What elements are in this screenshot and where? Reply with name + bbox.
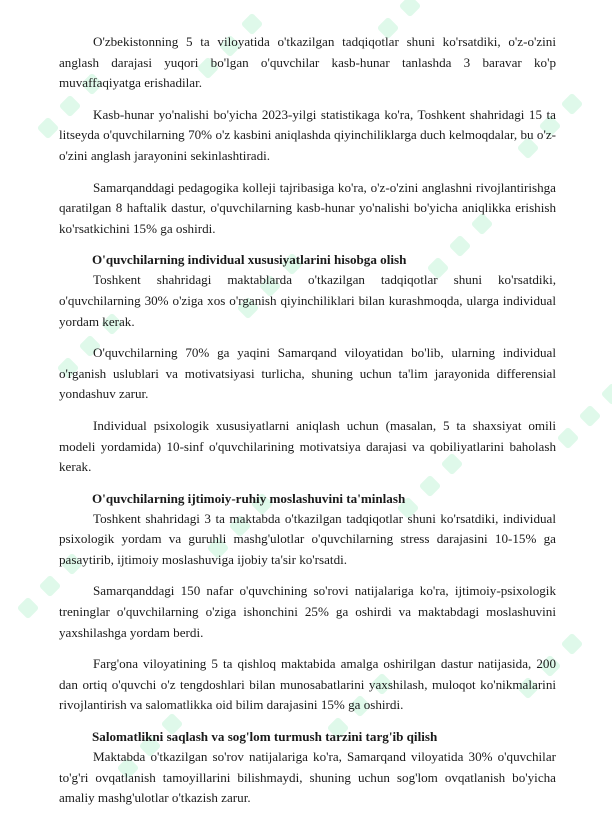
paragraph: Maktabda o'tkazilgan so'rov natijalariga ko'ra, Samarqand viloyatida 30% o'quvchilar to'g'ri ovqatlanish tamoyillarini bilishmaydi, shuning uchun sog'lom ovqatlanish bo'yicha amaliy mashg'ulotlar o'tkazish zarur.: [59, 749, 556, 806]
watermark-mark: [579, 405, 602, 428]
paragraph: Individual psixologik xususiyatlarni aniqlash uchun (masalan, 5 ta shaxsiyat omili modeli yordamida) 10-sinf o'quvchilarining motivatsiya darajasi va qobiliyatlarini baholash kerak.: [59, 417, 556, 475]
watermark-mark: [561, 93, 584, 116]
section-heading: O'quvchilarning ijtimoiy-ruhiy moslashuvini ta'minlash: [92, 490, 406, 506]
watermark-mark: [17, 597, 40, 620]
paragraph: O'zbekistonning 5 ta viloyatida o'tkazilgan tadqiqotlar shuni ko'rsatdiki, o'z-o'zini anglash darajasi yuqori bo'lgan o'quvchilar kasb-hunar tanlashda 3 baravar ko'p muvaffaqiyatga erishadilar.: [59, 34, 556, 91]
paragraph: Farg'ona viloyatining 5 ta qishloq maktabida amalga oshirilgan dastur natijasida, 200 dan ortiq o'quvchi o'z tengdoshlari bilan munosabatlarini yaxshilash, muloqot ko'nikmalarini rivojlantirish va salomatlikka oid bilim darajasini 15% ga oshirdi.: [59, 656, 556, 713]
watermark-mark: [37, 117, 60, 140]
paragraph: Toshkent shahridagi 3 ta maktabda o'tkazilgan tadqiqotlar shuni ko'rsatdiki, individual psixologik yordam va guruhli mashg'ulotlar o'quvchilarning stress darajasini 10-15% ga pasaytirib, ijtimoiy moslashuviga ijobiy ta'sir ko'rsatdi.: [59, 510, 556, 567]
paragraph: Samarqanddagi pedagogika kolleji tajribasiga ko'ra, o'z-o'zini anglashni rivojlantirishga qaratilgan 8 haftalik dastur, o'quvchilarning kasb-hunar yo'nalishi bo'yicha aniqlikka erishish ko'rsatkichini 15% ga oshirdi.: [59, 179, 556, 236]
watermark-mark: [561, 633, 584, 656]
paragraph: O'quvchilarning 70% ga yaqini Samarqand viloyatidan bo'lib, ularning individual o'rganish uslublari va motivatsiyasi turlicha, shuning uchun ta'lim jarayonida differensial yondashuv zarur.: [59, 345, 556, 402]
watermark-mark: [399, 0, 422, 17]
watermark-mark: [557, 427, 580, 450]
document-body: [59, 32, 556, 820]
paragraph: Toshkent shahridagi maktablarda o'tkazilgan tadqiqotlar shuni ko'rsatdiki, o'quvchilarning 30% o'ziga xos o'rganish qiyinchiliklari bilan kurashmoqda, ularga individual yordam kerak.: [59, 272, 556, 329]
watermark-mark: [39, 575, 62, 598]
paragraph: Kasb-hunar yo'nalishi bo'yicha 2023-yilgi statistikaga ko'ra, Toshkent shahridagi 15 ta litseyda o'quvchilarning 70% o'z kasbini aniqlashda qiyinchiliklarga duch kelmoqdalar, bu o'z-o'zini anglash jarayonini sekinlashtiradi.: [59, 106, 556, 163]
section-heading: O'quvchilarning individual xususiyatlarini hisobga olish: [92, 252, 407, 268]
paragraph: Samarqanddagi 150 nafar o'quvchining so'rovi natijalariga ko'ra, ijtimoiy-psixologik treninglar o'quvchilarning o'ziga ishonchini 25% ga oshirdi va maktabdagi moslashuvini yaxshilashga yordam berdi.: [59, 583, 556, 640]
watermark-mark: [601, 383, 612, 406]
section-heading: Salomatlikni saqlash va sog'lom turmush tarzini targ'ib qilish: [92, 729, 438, 745]
